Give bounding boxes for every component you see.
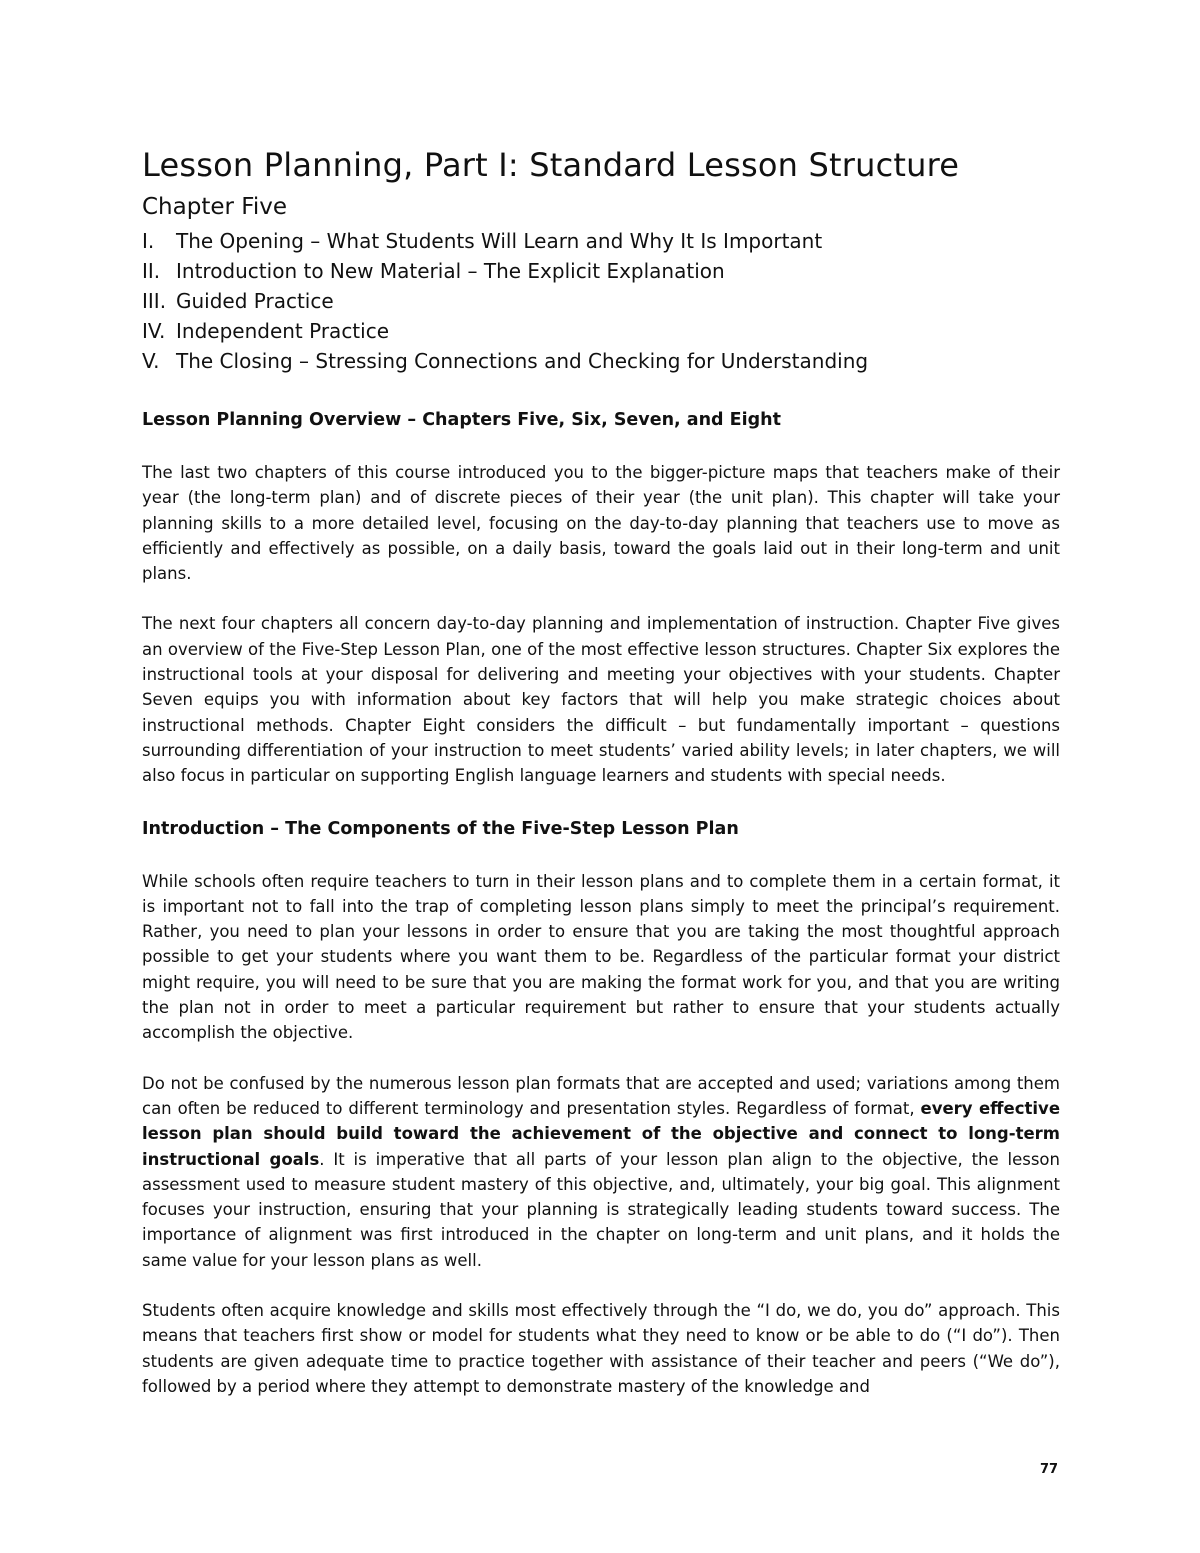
- paragraph-text: Do not be confused by the numerous lesson plan formats that are accepted and used; variations among them can often be reduced to different terminology and presentation styles. Regardless of format,: [142, 1073, 1060, 1118]
- outline-text: The Closing – Stressing Connections and Checking for Understanding: [176, 349, 869, 373]
- outline-number: V.: [142, 349, 160, 373]
- outline-text: Guided Practice: [176, 289, 334, 313]
- paragraph-text: . It is imperative that all parts of your lesson plan align to the objective, the lesson assessment used to measure student mastery of this objective, and, ultimately, your big goal. This alignment focuses your instruction, ensuring that your planning is strategically leading students toward success. The importance of alignment was first introduced in the chapter on long-term and unit plans, and it holds the same value for your lesson plans as well.: [142, 1149, 1060, 1270]
- body-paragraph: The last two chapters of this course introduced you to the bigger-picture maps that teachers make of their year (the long-term plan) and of discrete pieces of their year (the unit plan). This chapter will take your planning skills to a more detailed level, focusing on the day-to-day planning that teachers use to move as efficiently and effectively as possible, on a daily basis, toward the goals laid out in their long-term and unit plans.: [142, 463, 1060, 584]
- body-paragraph: [142, 1071, 1060, 1273]
- emphasized-text: every effective lesson plan should build toward the achievement of the objective and connect to long-term instructional goals: [142, 1098, 1061, 1169]
- body-paragraph: Students often acquire knowledge and skills most effectively through the “I do, we do, you do” approach. This means that teachers first show or model for students what they need to know or be able to do (“I do”). Then students are given adequate time to practice together with assistance of their teacher and peers (“We do”), followed by a period where they attempt to demonstrate mastery of the knowledge and: [142, 1301, 1060, 1396]
- chapter-outline: [142, 226, 1060, 376]
- outline-number: IV.: [142, 319, 166, 343]
- page-number: 77: [1040, 1462, 1059, 1477]
- outline-text: Introduction to New Material – The Explicit Explanation: [176, 259, 725, 283]
- page-title: Lesson Planning, Part I: Standard Lesson Structure: [142, 146, 960, 184]
- outline-text: Independent Practice: [176, 319, 390, 343]
- outline-number: II.: [142, 259, 161, 283]
- outline-item: [142, 256, 1060, 286]
- outline-item: [142, 316, 1060, 346]
- body-paragraph: The next four chapters all concern day-to-day planning and implementation of instruction. Chapter Five gives an overview of the Five-Step Lesson Plan, one of the most effective lesson structures. Chapter Six explores the instructional tools at your disposal for delivering and meeting your objectives with your students. Chapter Seven equips you with information about key factors that will help you make strategic choices about instructional methods. Chapter Eight considers the difficult – but fundamentally important – questions surrounding differentiation of your instruction to meet students’ varied ability levels; in later chapters, we will also focus in particular on supporting English language learners and students with special needs.: [142, 614, 1060, 786]
- section-heading-overview: Lesson Planning Overview – Chapters Five, Six, Seven, and Eight: [142, 410, 781, 430]
- document-page: [142, 140, 1060, 1399]
- section-heading-introduction: Introduction – The Components of the Five-Step Lesson Plan: [142, 818, 739, 839]
- chapter-subtitle: Chapter Five: [142, 194, 287, 220]
- outline-number: III.: [142, 289, 167, 313]
- body-paragraph: While schools often require teachers to turn in their lesson plans and to complete them in a certain format, it is important not to fall into the trap of completing lesson plans simply to meet the principal’s requirement. Rather, you need to plan your lessons in order to ensure that you are taking the most thoughtful approach possible to get your students where you want them to be. Regardless of the particular format your district might require, you will need to be sure that you are making the format work for you, and that you are writing the plan not in order to meet a particular requirement but rather to ensure that your students actually accomplish the objective.: [142, 871, 1060, 1043]
- outline-item: [142, 346, 1060, 376]
- outline-text: The Opening – What Students Will Learn and Why It Is Important: [176, 229, 823, 253]
- outline-item: [142, 286, 1060, 316]
- outline-number: I.: [142, 229, 155, 253]
- outline-item: [142, 226, 1060, 256]
